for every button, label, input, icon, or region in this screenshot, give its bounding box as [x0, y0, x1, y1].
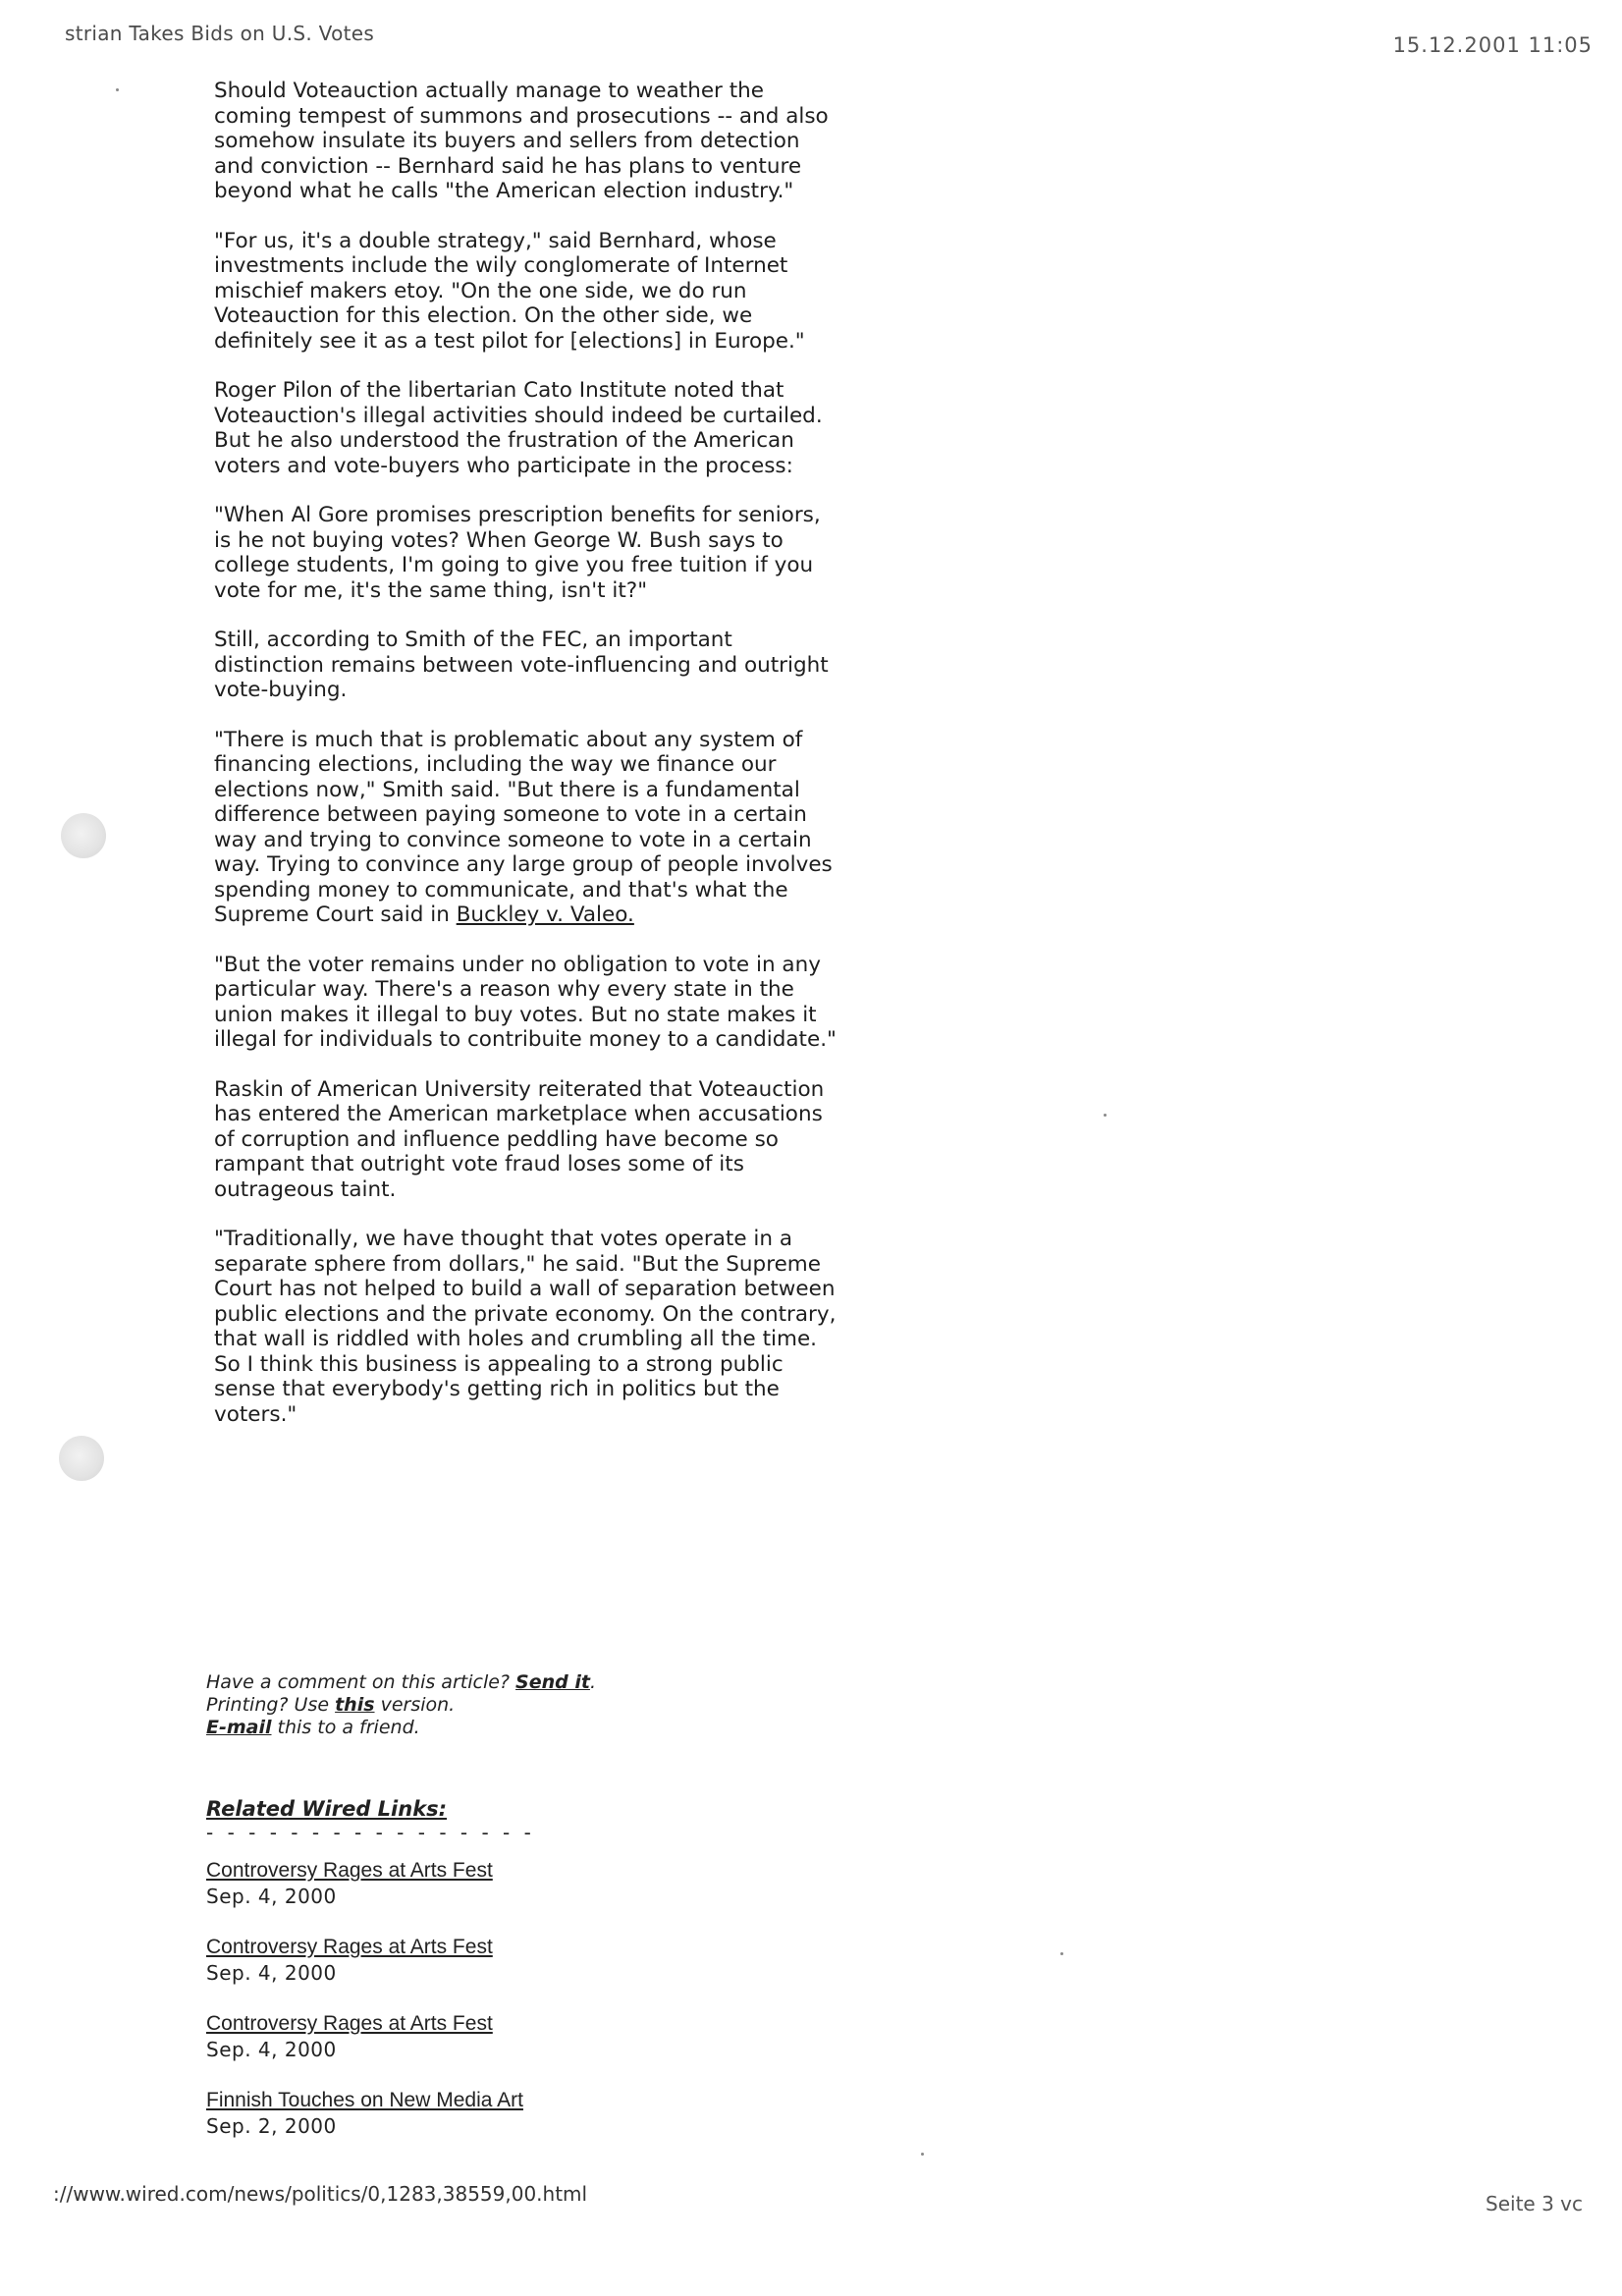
- article-paragraph: Should Voteauction actually manage to weather the coming tempest of summons and prosecutions -- and also somehow insulate its buyers and sellers from detection and conviction -- Bernhard said he has plans to venture beyond what he calls "the American election industry.": [214, 79, 829, 203]
- comment-suffix: .: [589, 1671, 596, 1693]
- scan-speck: [921, 2153, 924, 2156]
- print-timestamp: 15.12.2001 11:05: [1392, 33, 1593, 57]
- related-link-item: [206, 2088, 756, 2139]
- article-paragraph: Still, according to Smith of the FEC, an important distinction remains between vote-influencing and outright vote-buying.: [214, 628, 829, 702]
- send-it-link[interactable]: Send it: [515, 1671, 590, 1693]
- scan-speck: [1104, 1114, 1107, 1117]
- scan-speck: [116, 88, 119, 91]
- article-paragraph: "But the voter remains under no obligation to vote in any particular way. There's a reason why every state in the union makes it illegal to buy votes. But no state makes it illegal for individuals to contribuite money to a candidate.": [214, 952, 837, 1052]
- related-link[interactable]: Controversy Rages at Arts Fest: [206, 2012, 493, 2035]
- related-links-section: [206, 1797, 756, 2164]
- related-link-item: [206, 1935, 756, 1986]
- printing-suffix: version.: [374, 1694, 456, 1716]
- email-line: [206, 1717, 756, 1739]
- related-link-date: Sep. 4, 2000: [206, 1885, 337, 1908]
- related-link[interactable]: Controversy Rages at Arts Fest: [206, 1859, 493, 1882]
- article-paragraph: "For us, it's a double strategy," said Bernhard, whose investments include the wily conglomerate of Internet mischief makers etoy. "On the one side, we do run Voteauction for this election. On the other side, we definitely see it as a test pilot for [elections] in Europe.": [214, 228, 805, 354]
- printing-prefix: Printing? Use: [206, 1694, 336, 1716]
- comment-prefix: Have a comment on this article?: [206, 1671, 516, 1693]
- article-paragraph: Raskin of American University reiterated that Voteauction has entered the American marketplace when accusations of corruption and influence peddling have become so rampant that outright vote fraud loses some of its outrageous taint.: [214, 1076, 825, 1202]
- heading-divider: - - - - - - - - - - - - - - - -: [206, 1821, 535, 1844]
- paragraph-text: "There is much that is problematic about any system of financing elections, including the way we finance our elections now," Smith said. "But there is a fundamental difference between paying someone to vote in a certain way and trying to convince someone to vote in a certain way. Trying to convince any large group of people involves spending money to communicate, and that's what the Supreme Court said in: [214, 727, 833, 927]
- page-url: ://www.wired.com/news/politics/0,1283,38559,00.html: [53, 2182, 588, 2206]
- article-paragraph: [214, 728, 842, 928]
- case-link[interactable]: Buckley v. Valeo.: [456, 902, 634, 927]
- page-header-title: strian Takes Bids on U.S. Votes: [65, 22, 375, 45]
- article-footer: [206, 1671, 756, 1739]
- printing-line: [206, 1694, 756, 1717]
- related-link[interactable]: Controversy Rages at Arts Fest: [206, 1936, 493, 1958]
- page-number: Seite 3 vc: [1486, 2192, 1583, 2215]
- article-body: [214, 79, 842, 1451]
- scan-speck: [1060, 1952, 1063, 1955]
- article-paragraph: "When Al Gore promises prescription benefits for seniors, is he not buying votes? When George W. Bush says to college students, I'm going to give you free tuition if you vote for me, it's the same thing, isn't it?": [214, 503, 821, 603]
- email-suffix: this to a friend.: [271, 1717, 420, 1738]
- article-paragraph: "Traditionally, we have thought that votes operate in a separate sphere from dollars," he said. "But the Supreme Court has not helped to build a wall of separation between public elections and the private economy. On the contrary, that wall is riddled with holes and crumbling all the time. So I think this business is appealing to a strong public sense that everybody's getting rich in politics but the voters.": [214, 1227, 837, 1427]
- punch-hole-mark: [59, 1436, 104, 1481]
- related-link-date: Sep. 4, 2000: [206, 1961, 337, 1985]
- email-link[interactable]: E-mail: [206, 1717, 272, 1738]
- related-link-date: Sep. 4, 2000: [206, 2038, 337, 2061]
- article-paragraph: Roger Pilon of the libertarian Cato Institute noted that Voteauction's illegal activities should indeed be curtailed. But he also understood the frustration of the American voters and vote-buyers who participate in the process:: [214, 378, 823, 478]
- comment-line: [206, 1671, 756, 1694]
- related-link-item: [206, 2011, 756, 2062]
- related-links-heading: Related Wired Links:: [206, 1797, 448, 1821]
- printer-version-link[interactable]: this: [335, 1694, 375, 1716]
- punch-hole-mark: [61, 813, 106, 858]
- related-link[interactable]: Finnish Touches on New Media Art: [206, 2089, 523, 2111]
- related-link-date: Sep. 2, 2000: [206, 2114, 337, 2138]
- related-link-item: [206, 1858, 756, 1909]
